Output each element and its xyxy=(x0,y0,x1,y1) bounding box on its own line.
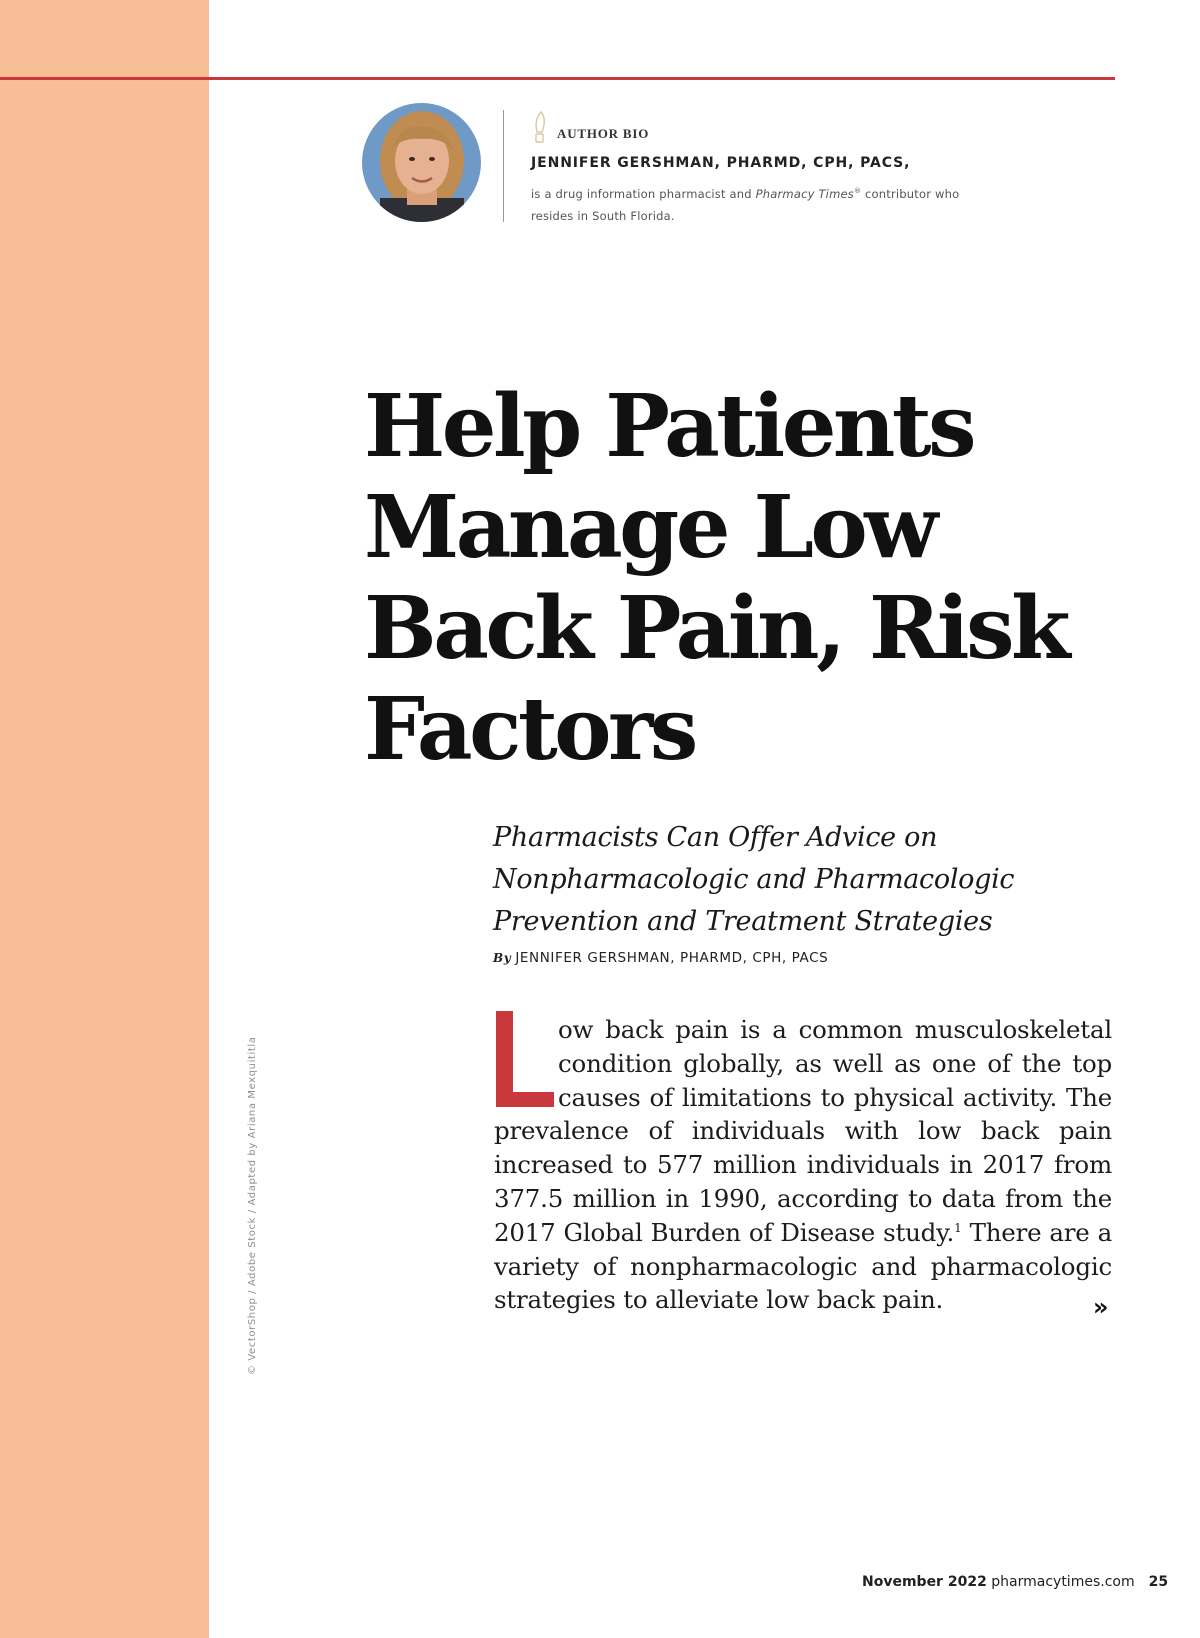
body-text-part1: ow back pain is a common musculoskeletal condition globally, as well as one of the top causes of limitations to physical activity. The prevalence of individuals with low back pain increased to 577 million individuals in 2017 from 377.5 million in 1990, according to data from the 2017 Global Burden of Disease study. xyxy=(494,1015,1112,1247)
side-color-band xyxy=(0,0,209,1638)
article-headline: Help Patients Manage Low Back Pain, Risk Factors xyxy=(364,376,1068,780)
article-deck: Pharmacists Can Offer Advice on Nonpharmacologic and Pharmacologic Prevention and Treatment Strategies xyxy=(493,822,1015,937)
page-footer xyxy=(862,1574,1168,1590)
author-bio-text xyxy=(531,180,991,227)
author-bio-label: AUTHOR BIO xyxy=(557,126,650,141)
bio-divider xyxy=(503,110,504,222)
byline-prefix: By xyxy=(493,951,512,965)
body-text-part2: There are a variety of nonpharmacologic and pharmacologic strategies to alleviate low back pain. xyxy=(494,1217,1112,1315)
registered-mark: ® xyxy=(853,187,862,195)
quill-pen-icon xyxy=(528,110,548,146)
footer-site: pharmacytimes.com xyxy=(991,1574,1135,1590)
page-number: 25 xyxy=(1148,1574,1169,1590)
top-rule xyxy=(0,77,1115,80)
footer-issue: November 2022 xyxy=(862,1574,987,1590)
byline xyxy=(493,950,828,966)
bio-text-end: contributor who resides in South Florida. xyxy=(531,186,960,223)
continue-arrow-icon: » xyxy=(1093,1293,1109,1321)
bio-text-start: is a drug information pharmacist and xyxy=(531,186,756,201)
footnote-ref: 1 xyxy=(954,1220,962,1235)
photo-credit: © VectorShop / Adobe Stock / Adapted by Ariana Mexquititla xyxy=(247,1036,258,1375)
article-body xyxy=(494,1013,1112,1317)
author-bio-name: JENNIFER GERSHMAN, PHARMD, CPH, PACS, xyxy=(531,155,911,171)
publication-name: Pharmacy Times xyxy=(755,186,854,201)
author-avatar xyxy=(362,103,481,222)
byline-author: JENNIFER GERSHMAN, PHARMD, CPH, PACS xyxy=(515,950,829,966)
